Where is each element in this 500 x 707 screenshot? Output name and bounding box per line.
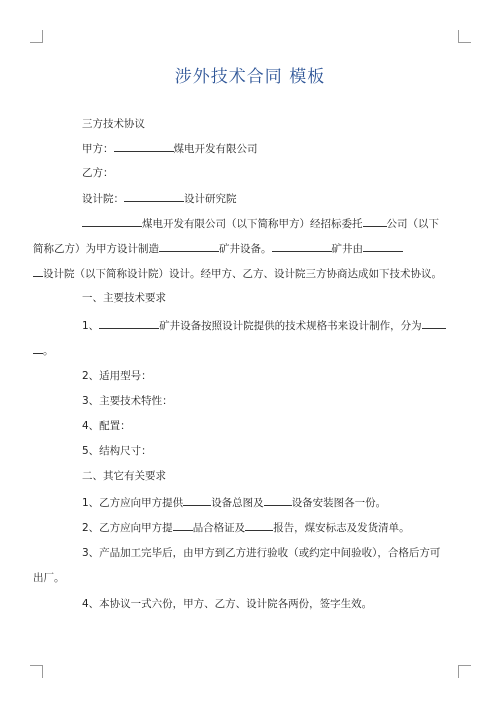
section-1-item-5: 5、结构尺寸： <box>82 445 152 457</box>
section-2-heading: 二、其它有关要求 <box>82 470 166 482</box>
section-2-req-2 <box>82 520 410 535</box>
party-a-line <box>82 141 258 156</box>
item-prefix: 1、 <box>82 320 100 332</box>
institute-line <box>82 191 237 206</box>
section-2-req-3-cont: 出厂。 <box>33 572 65 584</box>
blank-field <box>114 141 174 152</box>
blank-field <box>183 495 211 506</box>
intro-text: 矿井由 <box>331 243 363 255</box>
req-text: 设备安装图各一份。 <box>291 497 387 509</box>
req-text: 品合格证及 <box>192 522 246 534</box>
party-a-label: 甲方： <box>82 143 114 155</box>
blank-field <box>124 191 184 202</box>
section-1-item-1 <box>82 318 446 333</box>
blank-field <box>33 266 43 277</box>
corner-mark-top-left <box>30 30 43 43</box>
section-1-item-2: 2、适用型号： <box>82 370 152 382</box>
item-text: 。 <box>43 345 54 357</box>
blank-field <box>82 216 142 227</box>
section-2-req-4: 4、本协议一式六份，甲方、乙方、设计院各两份，签字生效。 <box>82 598 373 610</box>
section-2-req-1 <box>82 495 386 510</box>
req-text: 设备总图及 <box>211 497 264 509</box>
agreement-name: 三方技术协议 <box>82 118 145 130</box>
blank-field <box>159 241 219 252</box>
blank-field <box>99 318 159 329</box>
blank-field <box>272 241 332 252</box>
intro-text: 公司（以下 <box>386 218 439 230</box>
party-a-suffix: 煤电开发有限公司 <box>173 143 258 155</box>
institute-suffix: 设计研究院 <box>184 193 237 205</box>
institute-label: 设计院： <box>82 193 124 205</box>
req-text: 1、乙方应向甲方提供 <box>82 497 184 509</box>
party-b-line <box>82 166 114 180</box>
blank-field <box>245 520 273 531</box>
intro-text: 简称乙方）为甲方设计制造 <box>33 243 159 255</box>
intro-line-3 <box>33 266 442 281</box>
intro-text: 煤电开发有限公司（以下简称甲方）经招标委托 <box>142 218 363 230</box>
intro-text: 矿井设备。 <box>219 243 272 255</box>
section-1-item-4: 4、配置： <box>82 420 131 432</box>
intro-line-2 <box>33 241 403 256</box>
corner-mark-top-right <box>458 30 471 43</box>
intro-line-1 <box>82 216 439 231</box>
intro-text: 设计院（以下简称设计院）设计。经甲方、乙方、设计院三方协商达成如下技术协议。 <box>43 268 442 280</box>
party-b-label: 乙方： <box>82 167 114 179</box>
section-1-item-3: 3、主要技术特性： <box>82 395 173 407</box>
blank-field <box>173 520 193 531</box>
req-text: 2、乙方应向甲方提 <box>82 522 173 534</box>
blank-field <box>264 495 292 506</box>
blank-field <box>363 216 387 227</box>
section-1-heading: 一、主要技术要求 <box>82 292 166 304</box>
document-title: 涉外技术合同 模板 <box>174 67 326 87</box>
section-1-item-1-cont <box>33 343 54 358</box>
item-text: 矿井设备按照设计院提供的技术规格书来设计制作，分为 <box>159 320 422 332</box>
corner-mark-bottom-left <box>30 665 43 678</box>
blank-field <box>33 343 43 354</box>
corner-mark-bottom-right <box>458 665 471 678</box>
blank-field <box>422 318 446 329</box>
req-text: 报告，煤安标志及发货清单。 <box>273 522 410 534</box>
section-2-req-3: 3、产品加工完毕后，由甲方到乙方进行验收（或约定中间验收），合格后方可 <box>82 547 441 559</box>
blank-field <box>363 241 403 252</box>
